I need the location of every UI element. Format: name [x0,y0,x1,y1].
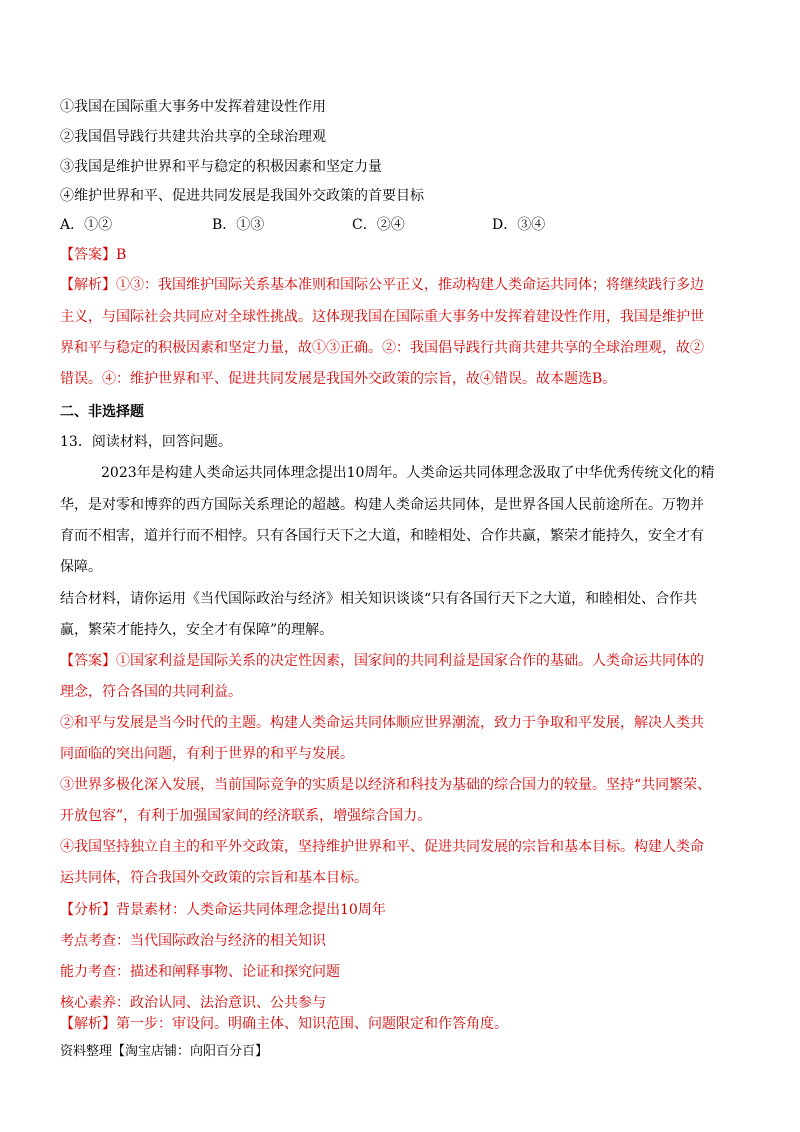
option-d: D．③④ [492,217,546,233]
answer-2-line-4: 同面临的突出问题，有利于世界的和平与发展。 [60,746,354,762]
answer-2-line-2: 理念，符合各国的共同利益。 [60,684,242,700]
page-footer: 资料整理【淘宝店铺：向阳百分百】 [60,1044,269,1059]
statement-1: ①我国在国际重大事务中发挥着建设性作用 [60,99,326,115]
answer-2-line-8: 运共同体，符合我国外交政策的宗旨和基本目标。 [60,870,368,886]
answer-2-line-7: ④我国坚持独立自主的和平外交政策，坚持维护世界和平、促进共同发展的宗旨和基本目标。构建人类命 [60,839,704,855]
answer-2-line-3: ②和平与发展是当今时代的主题。构建人类命运共同体顺应世界潮流，致力于争取和平发展，解决人类共 [60,715,704,731]
material-line-2: 华，是对零和博弈的西方国际关系理论的超越。构建人类命运共同体，是世界各国人民前途所在。万物并 [60,497,704,513]
analysis-1-line-1: 【解析】①③：我国维护国际关系基本准则和国际公平正义，推动构建人类命运共同体；将继续践行多边 [60,277,704,293]
statement-3: ③我国是维护世界和平与稳定的积极因素和坚定力量 [60,159,382,175]
statement-4: ④维护世界和平、促进共同发展是我国外交政策的首要目标 [60,188,424,204]
analysis-1-line-2: 主义，与国际社会共同应对全球性挑战。这体现我国在国际重大事务中发挥着建设性作用，我国是维护世 [60,309,704,325]
section-title: 二、非选择题 [60,404,144,420]
answer-1: 【答案】B [60,247,127,263]
answer-2-line-5: ③世界多极化深入发展，当前国际竞争的实质是以经济和科技为基础的综合国力的较量。坚持“共同繁荣、 [60,777,712,793]
answer-2-line-6: 开放包容”，有利于加强国家间的经济联系，增强综合国力。 [60,808,432,824]
material-line-4: 保障。 [60,559,102,575]
analysis-2-line-5: 【解析】第一步：审设问。明确主体、知识范围、问题限定和作答角度。 [60,1016,508,1032]
question-13-title: 13．阅读材料，回答问题。 [60,434,232,450]
material-line-1: 2023年是构建人类命运共同体理念提出10周年。人类命运共同体理念汲取了中华优秀传统文化的精 [101,465,715,481]
analysis-1-line-3: 界和平与稳定的积极因素和坚定力量，故①③正确。②：我国倡导践行共商共建共享的全球治理观，故② [60,340,704,356]
analysis-1-line-4: 错误。④：维护世界和平、促进共同发展是我国外交政策的宗旨，故④错误。故本题选B。 [60,371,617,387]
question-line-1: 结合材料，请你运用《当代国际政治与经济》相关知识谈谈“只有各国行天下之大道，和睦相处、合作共 [60,591,698,607]
question-line-2: 赢，繁荣才能持久，安全才有保障”的理解。 [60,622,334,638]
option-a: A．①② [60,217,113,233]
answer-2-line-1: 【答案】①国家利益是国际关系的决定性因素，国家间的共同利益是国家合作的基础。人类命运共同体的 [60,653,704,669]
statement-2: ②我国倡导践行共建共治共享的全球治理观 [60,129,326,145]
option-b: B．①③ [212,217,265,233]
option-c: C．②④ [352,217,405,233]
analysis-2-line-4: 核心素养：政治认同、法治意识、公共参与 [60,995,326,1011]
analysis-2-line-1: 【分析】背景素材：人类命运共同体理念提出10周年 [60,902,386,918]
analysis-2-line-3: 能力考查：描述和阐释事物、论证和探究问题 [60,964,340,980]
analysis-2-line-2: 考点考查：当代国际政治与经济的相关知识 [60,933,326,949]
material-line-3: 育而不相害，道并行而不相悖。只有各国行天下之大道，和睦相处、合作共赢，繁荣才能持久，安全才有 [60,528,704,544]
